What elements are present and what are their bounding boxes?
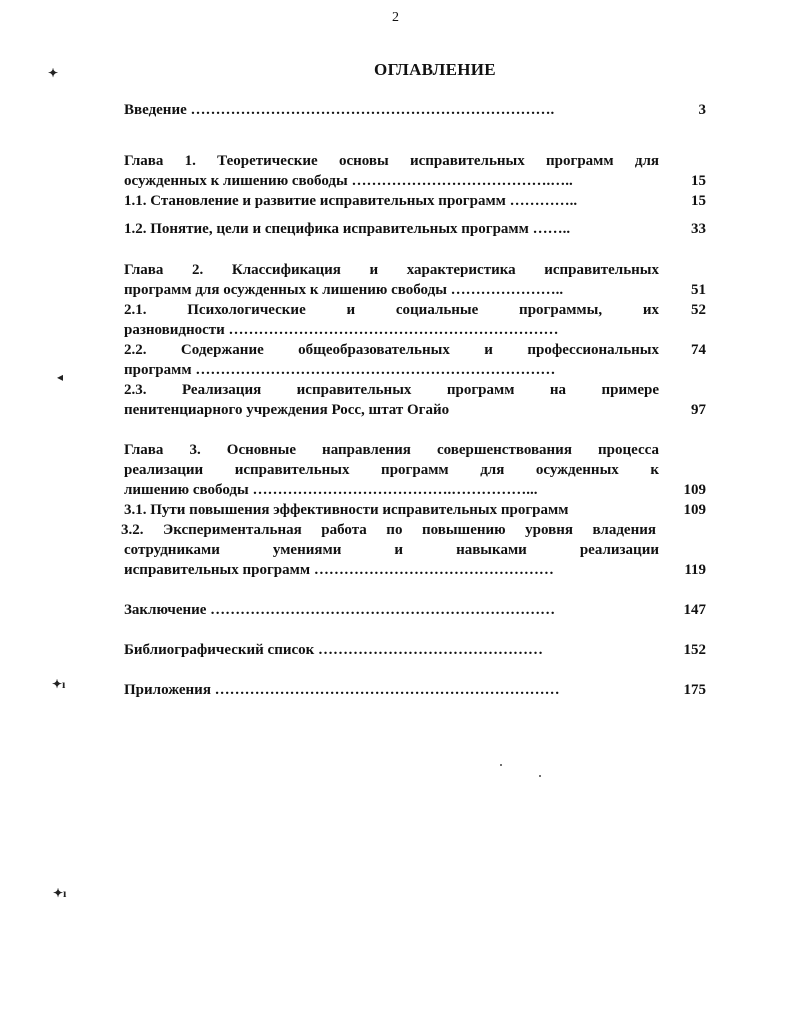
toc-page-number: 52 — [691, 302, 706, 318]
toc-entry-text: Введение ………………………………………………………………. — [124, 102, 555, 118]
toc-entry-2-2-cont[interactable] — [124, 360, 706, 380]
toc-entry-3-2[interactable] — [121, 520, 703, 540]
toc-entry-bibliography[interactable] — [124, 640, 706, 660]
toc-entry-2-3[interactable] — [124, 380, 706, 400]
toc-entry-3-1[interactable] — [124, 500, 706, 520]
toc-entry-chapter-2-cont[interactable] — [124, 280, 706, 300]
toc-page-number: 51 — [691, 282, 706, 298]
toc-entry-text: 3.1. Пути повышения эффективности исправительных программ — [124, 502, 569, 518]
toc-page-number: 33 — [691, 221, 706, 237]
toc-entry-text: реализации исправительных программ для осужденных к — [124, 462, 659, 478]
toc-entry-text: исправительных программ ………………………………………… — [124, 562, 554, 578]
toc-page-number: 74 — [691, 342, 706, 358]
toc-entry-2-1[interactable] — [124, 300, 706, 320]
toc-entry-chapter-3-cont[interactable] — [124, 460, 706, 480]
toc-entry-text: 1.1. Становление и развитие исправительных программ ………….. — [124, 193, 578, 209]
toc-entry-text: Библиографический список ……………………………………… — [124, 642, 544, 658]
toc-entry-chapter-1[interactable] — [124, 151, 706, 171]
page-title: ОГЛАВЛЕНИЕ — [374, 60, 496, 79]
toc-entry-text: Глава 3. Основные направления совершенствования процесса — [124, 442, 659, 458]
toc-entry-3-2-cont[interactable] — [124, 540, 706, 560]
margin-mark: ◂ — [57, 370, 64, 384]
toc-entry-1-2[interactable] — [124, 219, 706, 239]
toc-entry-text: 2.3. Реализация исправительных программ на примере — [124, 382, 659, 398]
toc-entry-text: 3.2. Экспериментальная работа по повышению уровня владения — [121, 522, 656, 538]
toc-entry-2-1-cont[interactable] — [124, 320, 706, 340]
toc-page-number: 109 — [683, 482, 706, 498]
toc-entry-text: сотрудниками умениями и навыками реализации — [124, 542, 659, 558]
toc-entry-text: Приложения …………………………………………………………… — [124, 682, 560, 698]
toc-entry-chapter-3-cont2[interactable] — [124, 480, 706, 500]
toc-page-number: 147 — [683, 602, 706, 618]
toc-entry-text: 2.2. Содержание общеобразовательных и профессиональных — [124, 342, 659, 358]
toc-entry-text: пенитенциарного учреждения Росс, штат Огайо — [124, 402, 450, 418]
toc-page-number: 109 — [683, 502, 706, 518]
toc-entry-2-3-cont[interactable] — [124, 400, 706, 420]
page-number: 2 — [392, 10, 399, 25]
toc-entry-text: Заключение …………………………………………………………… — [124, 602, 556, 618]
toc-entry-1-1[interactable] — [124, 191, 706, 211]
toc-entry-text: 2.1. Психологические и социальные программы, их — [124, 302, 659, 318]
toc-page-number: 175 — [683, 682, 706, 698]
toc-entry-conclusion[interactable] — [124, 600, 706, 620]
toc-page-number: 15 — [691, 173, 706, 189]
toc-page-number: 119 — [684, 562, 706, 578]
toc-entry-chapter-3[interactable] — [124, 440, 706, 460]
toc-entry-2-2[interactable] — [124, 340, 706, 360]
toc-entry-text: лишению свободы ………………………………….……………... — [124, 482, 538, 498]
toc-entry-text: программ для осужденных к лишению свободы ………………….. — [124, 282, 564, 298]
toc-page-number: 152 — [683, 642, 706, 658]
toc-entry-text: Глава 1. Теоретические основы исправительных программ для — [124, 153, 659, 169]
toc-entry-chapter-2[interactable] — [124, 260, 706, 280]
toc-entry-text: программ ……………………………………………………………… — [124, 362, 556, 378]
margin-mark: ✦ı — [52, 677, 66, 691]
toc-entry-introduction[interactable] — [124, 100, 706, 120]
toc-page-number: 97 — [691, 402, 706, 418]
toc-page-number: 15 — [691, 193, 706, 209]
toc-entry-text: разновидности ………………………………………………………… — [124, 322, 559, 338]
margin-mark: ✦ı — [53, 886, 67, 900]
scan-speck — [539, 775, 541, 777]
toc-page-number: 3 — [698, 102, 706, 118]
toc-entry-text: осужденных к лишению свободы ………………………………….….. — [124, 173, 573, 189]
toc-entry-text: Глава 2. Классификация и характеристика исправительных — [124, 262, 659, 278]
scan-speck — [500, 764, 502, 766]
toc-entry-text: 1.2. Понятие, цели и специфика исправительных программ …….. — [124, 221, 571, 237]
toc-entry-chapter-1-cont[interactable] — [124, 171, 706, 191]
margin-mark: ✦ — [48, 66, 59, 80]
toc-entry-appendices[interactable] — [124, 680, 706, 700]
toc-entry-3-2-cont2[interactable] — [124, 560, 706, 580]
